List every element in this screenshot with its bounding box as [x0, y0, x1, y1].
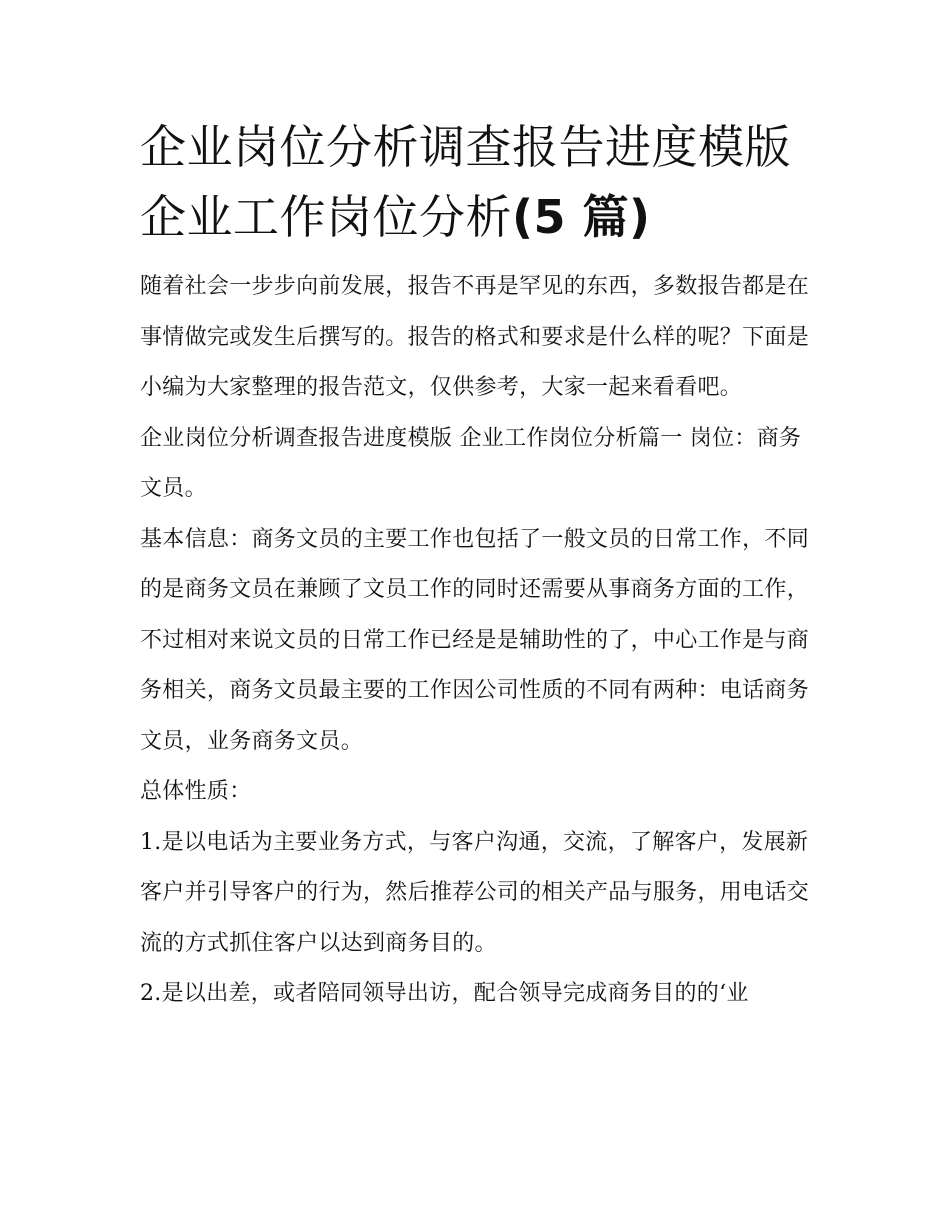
overall-nature-label: 总体性质：: [140, 779, 252, 804]
list-item-1: 1.是以电话为主要业务方式，与客户沟通，交流，了解客户，发展新客户并引导客户的行为，然后推荐公司的相关产品与服务，用电话交流的方式抓住客户以达到商务目的。: [140, 829, 810, 956]
section-heading-paragraph: 企业岗位分析调查报告进度模版 企业工作岗位分析篇一 岗位：商务文员。: [140, 425, 802, 501]
document-body: [140, 112, 815, 1020]
title-main-text: 企业岗位分析调查报告进度模版 企业工作岗位分析: [140, 120, 791, 244]
document-title: [140, 112, 815, 252]
title-count-text: (5 篇): [512, 190, 651, 244]
list-item-2: 2.是以出差，或者陪同领导出访，配合领导完成商务目的的‘业: [140, 981, 749, 1006]
basic-info-paragraph: 基本信息：商务文员的主要工作也包括了一般文员的日常工作，不同的是商务文员在兼顾了文员工作的同时还需要从事商务方面的工作，不过相对来说文员的日常工作已经是是辅助性的了，中心工作是与商务相关，商务文员最主要的工作因公司性质的不同有两种：电话商务文员，业务商务文员。: [140, 526, 810, 754]
intro-paragraph: 随着社会一步步向前发展，报告不再是罕见的东西，多数报告都是在事情做完或发生后撰写的。报告的格式和要求是什么样的呢？下面是小编为大家整理的报告范文，仅供参考，大家一起来看看吧。: [140, 274, 810, 400]
